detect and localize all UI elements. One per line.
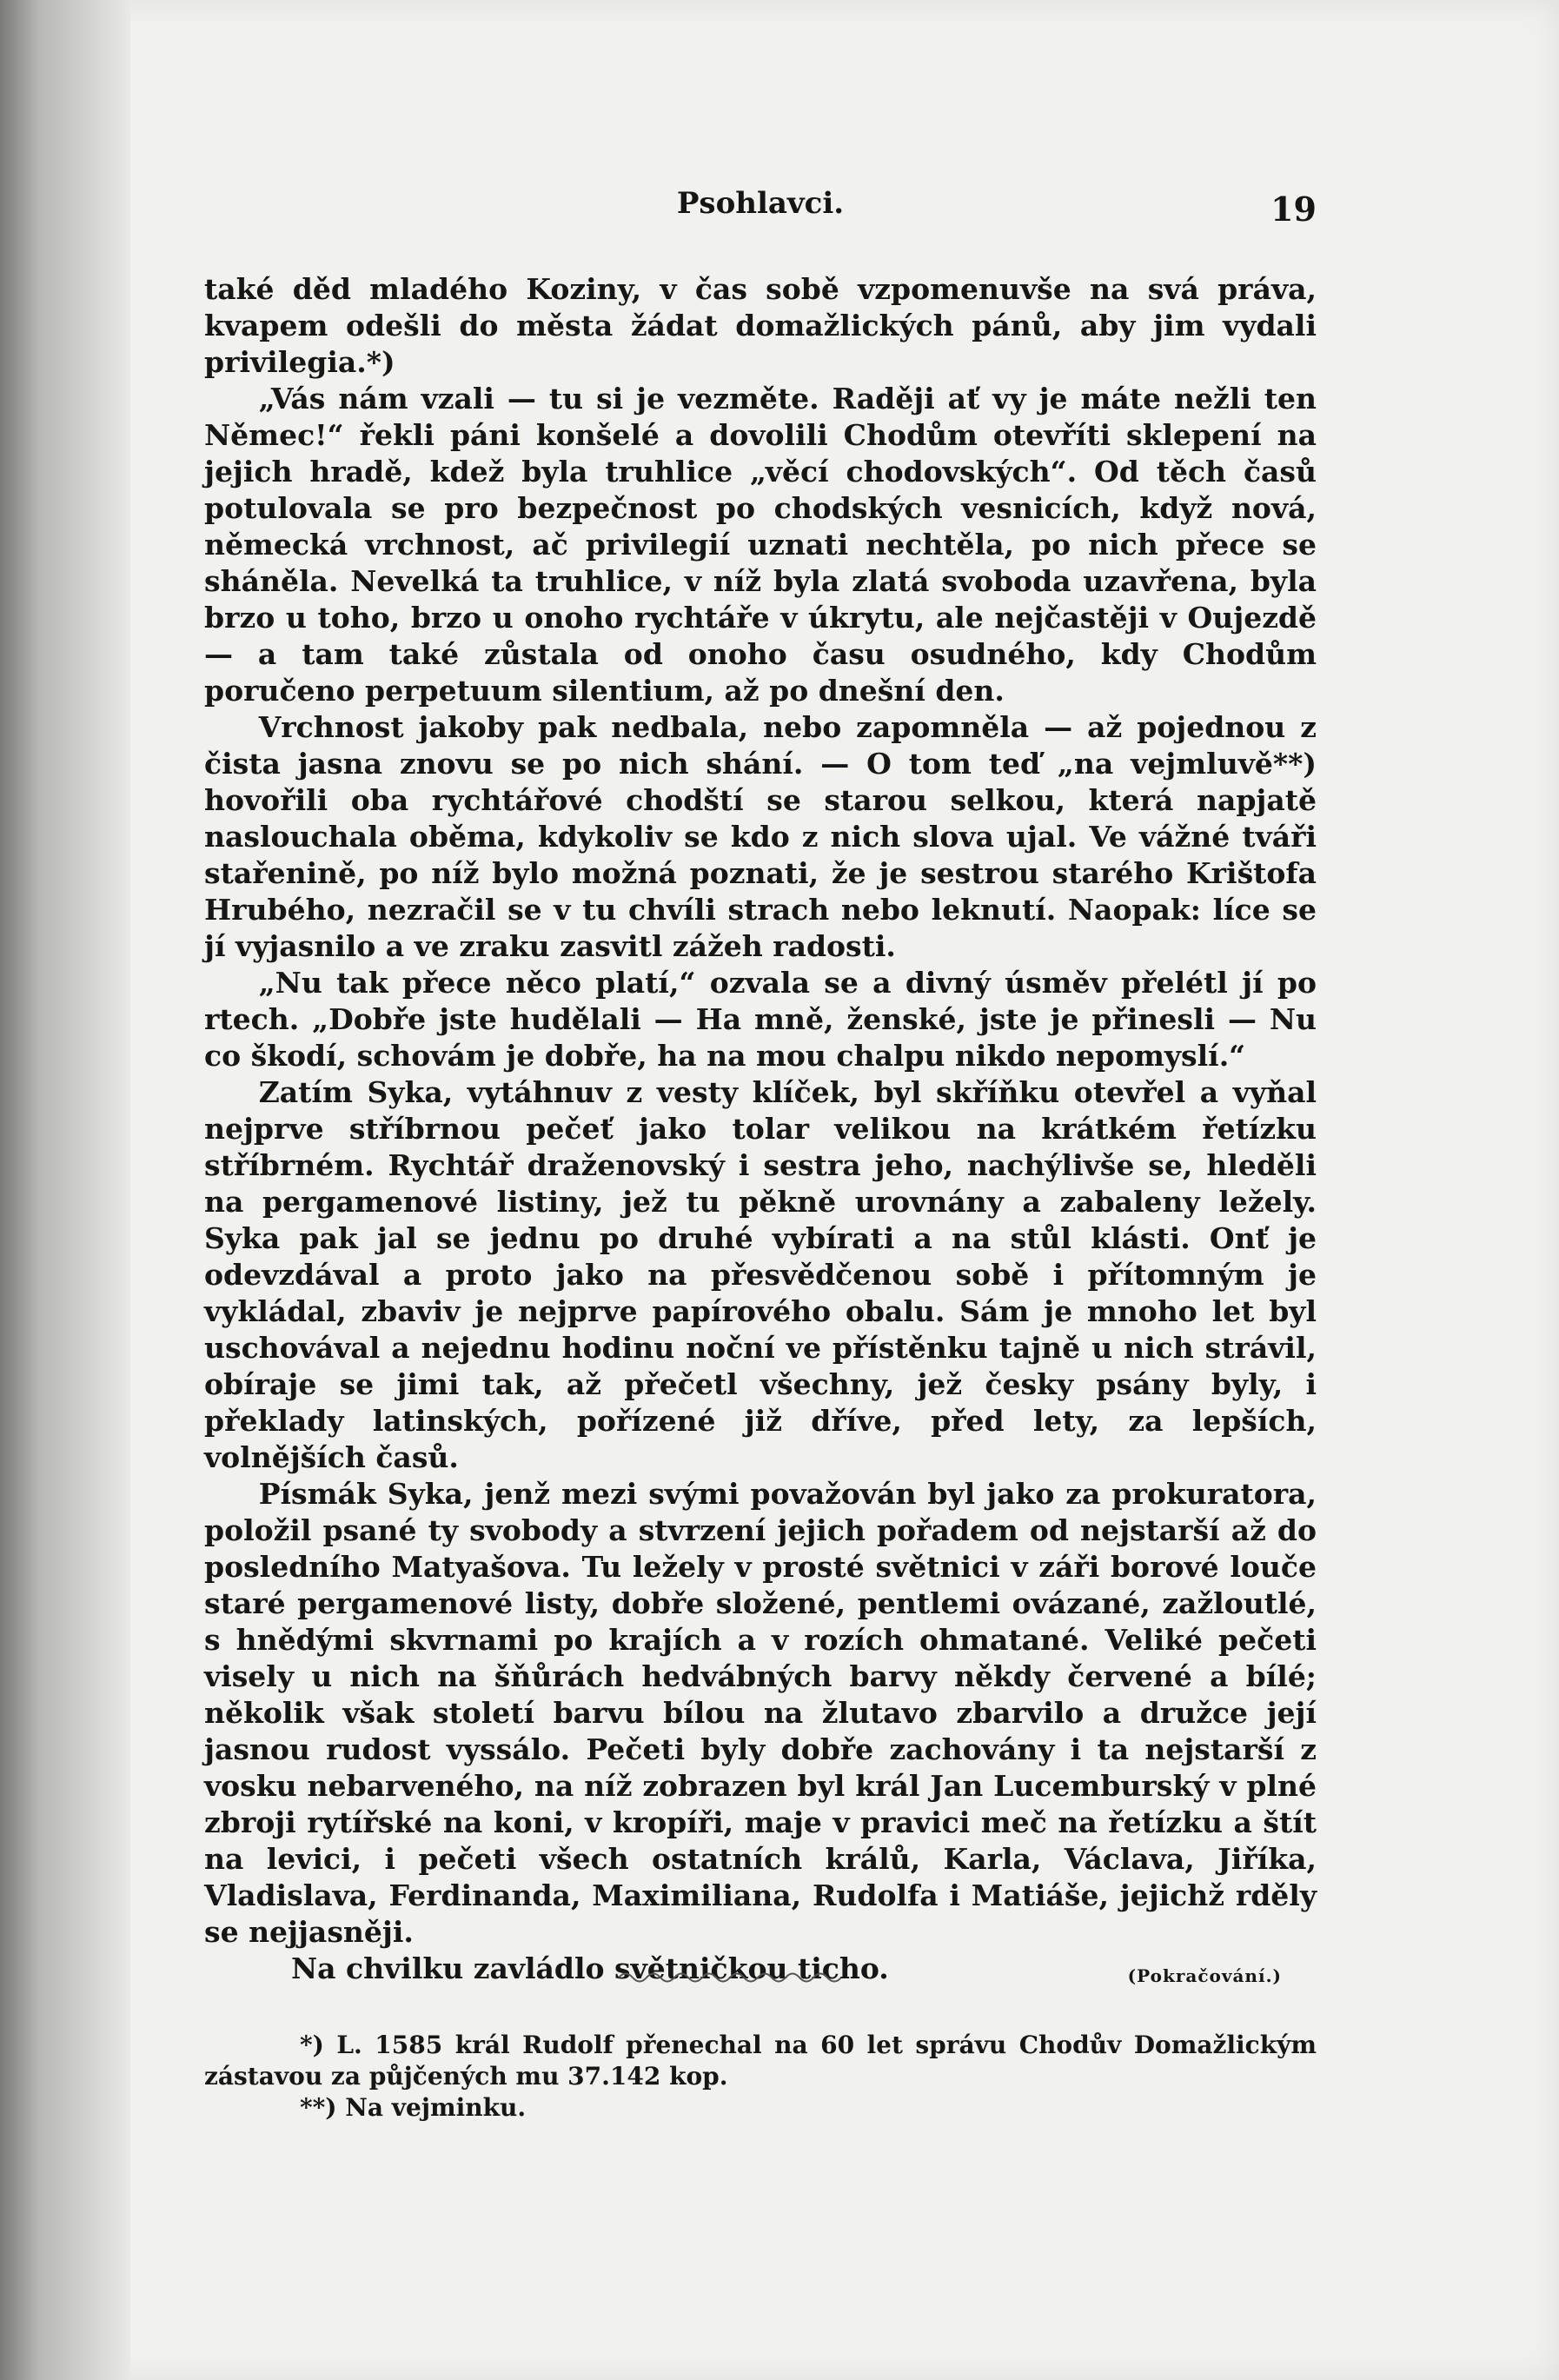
paragraph-6: Písmák Syka, jenž mezi svými považován byl jako za prokuratora, položil psané ty svobody a stvrzení jejich pořadem od nejstarší až do posledního Matyašova. Tu ležely v prosté světnici v záři borové louče staré pergamenové listy, dobře složené, pentlemi ovázané, zažloutlé, s hnědými skvrnami po krajích a v rozích ohmatané. Veliké pečeti visely u nich na šňůrách hedvábných barvy někdy červené a bílé; několik však století barvu bílou na žlutavo zbarvilo a družce její jasnou rudost vyssálo. Pečeti byly dobře zachovány i ta nejstarší z vosku nebarveného, na níž zobrazen byl král Jan Lucemburský v plné zbroji rytířské na koni, v kropíři, maje v pravici meč na řetízku a štít na levici, i pečeti všech ostatních králů, Karla, Václava, Jiříka, Vladislava, Ferdinanda, Maximiliana, Rudolfa i Matiáše, jejichž rděly se nejjasněji. [204,1477,1317,1949]
main-text [204,271,1317,1987]
paragraph-4: „Nu tak přece něco platí,“ ozvala se a divný úsměv přelétl jí po rtech. „Dobře jste hudělali — Ha mně, ženské, jste je přinesli — Nu co škodí, schovám je dobře, ha na mou chalpu nikdo nepomyslí.“ [204,966,1317,1073]
running-head: Psohlavci. [676,186,845,221]
wavy-divider-ornament [617,1964,843,1991]
continuation-note: (Pokračování.) [1127,1965,1282,1986]
closing-sentence: Na chvilku zavládlo světničkou ticho. [291,1951,889,1985]
page-number: 19 [1270,189,1317,229]
footnotes [204,2030,1317,2124]
paragraph-2: „Vás nám vzali — tu si je vezměte. Raději ať vy je máte nežli ten Němec!“ řekli páni konšelé a dovolili Chodům otevříti sklepení na jejich hradě, kdež byla truhlice „věcí chodovských“. Od těch časů potulovala se pro bezpečnost po chodských vesnicích, když nová, německá vrchnost, ač privilegií uznati nechtěla, po nich přece se sháněla. Nevelká ta truhlice, v níž byla zlatá svoboda uzavřena, byla brzo u toho, brzo u onoho rychtáře v úkrytu, ale nejčastěji v Oujezdě — a tam také zůstala od onoho času osudného, kdy Chodům poručeno perpetuum silentium, až po dnešní den. [204,382,1317,708]
page-header [204,186,1317,229]
footnote-1: *) L. 1585 král Rudolf přenechal na 60 let správu Chodův Domažlickým zástavou za půjčených mu 37.142 kop. [204,2031,1317,2091]
paragraph-3: Vrchnost jakoby pak nedbala, nebo zapomněla — až pojednou z čista jasna znovu se po nich shání. — O tom teď „na vejmluvě**) hovořili oba rychtářové chodští se starou selkou, která napjatě naslouchala oběma, kdykoliv se kdo z nich slova ujal. Ve vážné tváři stařenině, po níž bylo možná poznati, že je sestrou starého Krištofa Hrubého, nezračil se v tu chvíli strach nebo leknutí. Naopak: líce se jí vyjasnilo a ve zraku zasvitl zážeh radosti. [204,710,1317,963]
page-gutter-shadow [0,0,130,2380]
footnote-2: **) Na vejminku. [300,2093,527,2122]
paragraph-1: také děd mladého Koziny, v čas sobě vzpomenuvše na svá práva, kvapem odešli do města žádat domažlických pánů, aby jim vydali privilegia.*) [204,272,1317,379]
paragraph-5: Zatím Syka, vytáhnuv z vesty klíček, byl skříňku otevřel a vyňal nejprve stříbrnou pečeť jako tolar velikou na krátkém řetízku stříbrném. Rychtář draženovský i sestra jeho, nachýlivše se, hleděli na pergamenové listiny, jež tu pěkně urovnány a zabaleny ležely. Syka pak jal se jednu po druhé vybírati a na stůl klásti. Onť je odevzdával a proto jako na přesvědčenou sobě i přítomným je vykládal, zbaviv je nejprve papírového obalu. Sám je mnoho let byl uschovával a nejednu hodinu noční ve přístěnku tajně u nich strávil, obíraje se jimi tak, až přečetl všechny, jež česky psány byly, i překlady latinských, pořízené již dříve, před lety, za lepších, volnějších časů. [204,1075,1317,1474]
